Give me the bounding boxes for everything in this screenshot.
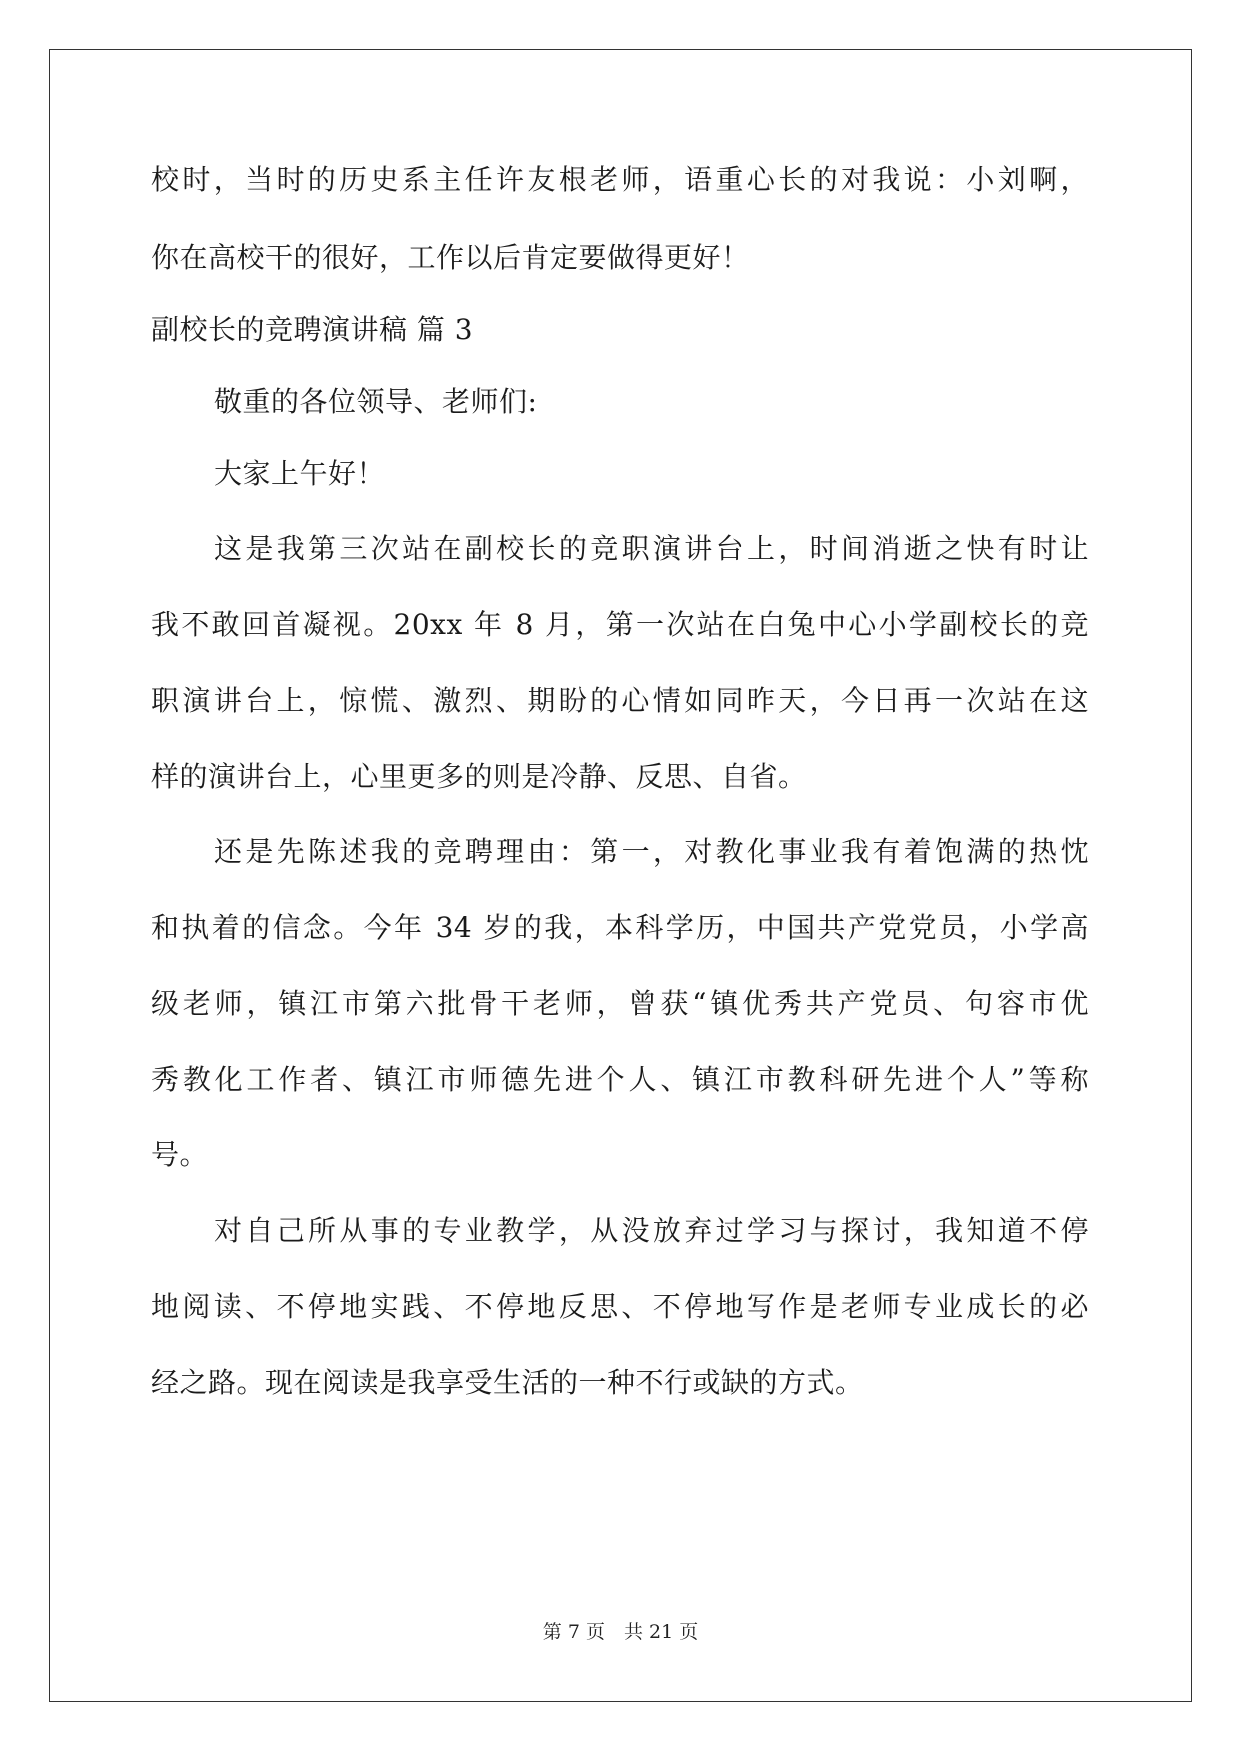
body-line: 样的演讲台上，心里更多的则是冷静、反思、自省。 [151, 760, 807, 793]
body-line: 你在高校干的很好，工作以后肯定要做得更好！ [151, 241, 750, 274]
body-line: 经之路。现在阅读是我享受生活的一种不行或缺的方式。 [151, 1366, 864, 1399]
body-line: 地阅读、不停地实践、不停地反思、不停地写作是老师专业成长的必 [151, 1290, 1089, 1323]
body-line: 这是我第三次站在副校长的竞职演讲台上，时间消逝之快有时让 [214, 532, 1089, 565]
page-footer [0, 1620, 1241, 1644]
salutation: 敬重的各位领导、老师们: [214, 385, 538, 418]
body-line: 和执着的信念。今年 34 岁的我，本科学历，中国共产党党员，小学高 [151, 911, 1089, 944]
body-line: 校时，当时的历史系主任许友根老师，语重心长的对我说：小刘啊， [151, 163, 1089, 196]
body-line: 职演讲台上，惊慌、激烈、期盼的心情如同昨天，今日再一次站在这 [151, 684, 1089, 717]
body-line: 级老师，镇江市第六批骨干老师，曾获“镇优秀共产党员、句容市优 [151, 987, 1089, 1020]
body-line: 秀教化工作者、镇江市师德先进个人、镇江市教科研先进个人”等称 [151, 1063, 1089, 1096]
page-border [49, 49, 1192, 1702]
section-heading: 副校长的竞聘演讲稿 篇 3 [151, 313, 474, 346]
body-line: 我不敢回首凝视。20xx 年 8 月，第一次站在白兔中心小学副校长的竞 [151, 608, 1089, 641]
page-number-label: 第 7 页 共 21 页 [542, 1621, 699, 1643]
body-line: 还是先陈述我的竞聘理由：第一，对教化事业我有着饱满的热忱 [214, 835, 1089, 868]
body-line: 号。 [151, 1138, 209, 1171]
body-line: 对自己所从事的专业教学，从没放弃过学习与探讨，我知道不停 [214, 1214, 1089, 1247]
greeting: 大家上午好！ [214, 457, 386, 490]
